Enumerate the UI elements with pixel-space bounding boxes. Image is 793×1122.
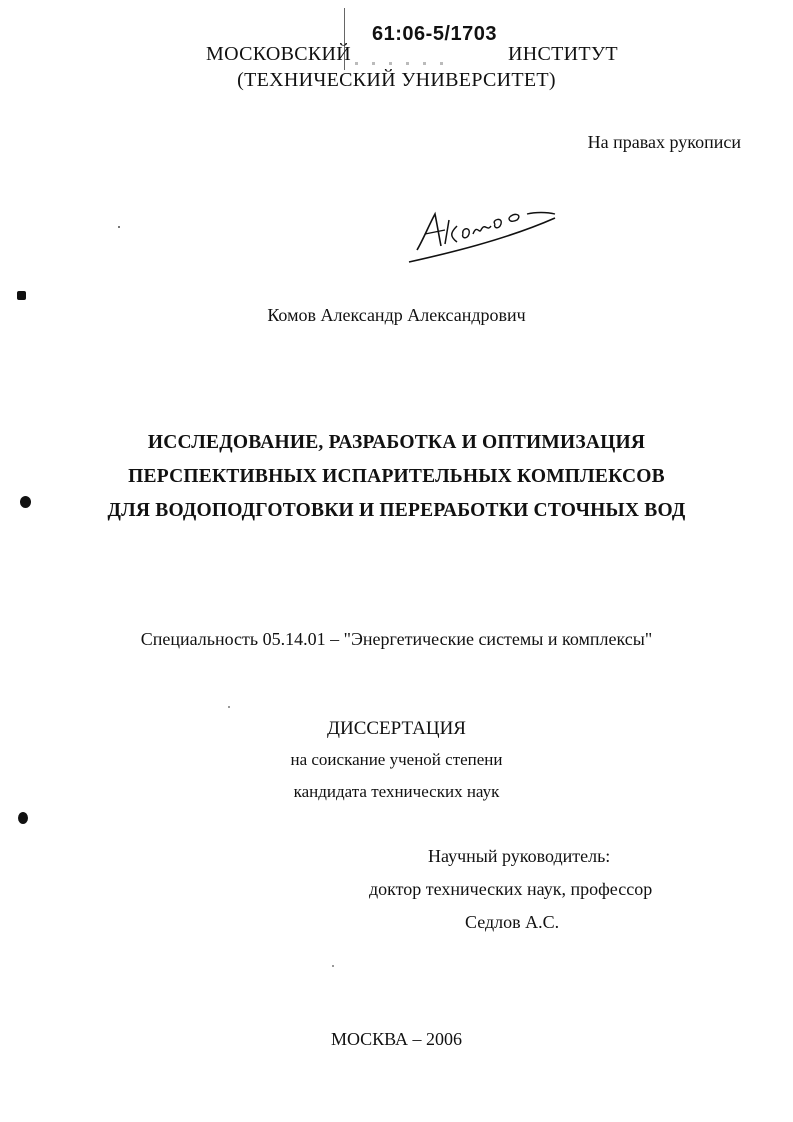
scan-speck <box>228 706 230 708</box>
institution-subtitle: (ТЕХНИЧЕСКИЙ УНИВЕРСИТЕТ) <box>237 69 556 91</box>
scan-speck <box>17 291 26 300</box>
institution-name-right: ИНСТИТУТ <box>508 43 618 65</box>
thesis-title-line-1: ИССЛЕДОВАНИЕ, РАЗРАБОТКА И ОПТИМИЗАЦИЯ <box>147 432 646 453</box>
degree-line-2: кандидата технических наук <box>293 782 500 801</box>
city-year: МОСКВА – 2006 <box>330 1029 463 1049</box>
supervisor-rank: доктор технических наук, профессор <box>369 879 653 899</box>
scan-speck <box>20 496 31 508</box>
faded-text <box>355 52 505 66</box>
scan-speck <box>18 812 28 824</box>
thesis-title-line-2: ПЕРСПЕКТИВНЫХ ИСПАРИТЕЛЬНЫХ КОМПЛЕКСОВ <box>128 466 665 487</box>
scan-speck <box>118 226 120 228</box>
author-name: Комов Александр Александрович <box>267 305 526 325</box>
speciality: Специальность 05.14.01 – "Энергетические системы и комплексы" <box>140 629 653 649</box>
scan-speck <box>332 965 334 967</box>
degree-line-1: на соискание ученой степени <box>290 750 503 769</box>
supervisor-name: Седлов А.С. <box>465 912 560 932</box>
document-type: ДИССЕРТАЦИЯ <box>327 718 466 739</box>
institution-name-left: МОСКОВСКИЙ <box>206 43 352 65</box>
supervisor-label: Научный руководитель: <box>428 846 611 866</box>
rights-note: На правах рукописи <box>587 132 741 152</box>
thesis-title-line-3: ДЛЯ ВОДОПОДГОТОВКИ И ПЕРЕРАБОТКИ СТОЧНЫХ ВОД <box>107 500 686 521</box>
signature-icon <box>405 200 565 270</box>
archive-stamp: 61:06-5/1703 <box>372 23 497 45</box>
author-signature <box>405 200 565 275</box>
